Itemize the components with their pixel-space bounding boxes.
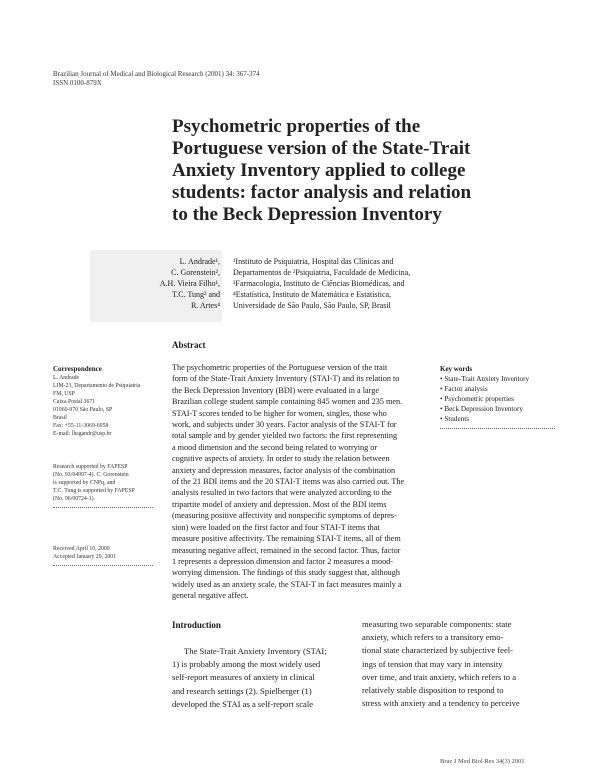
abstract-line: measuring negative affect, remained in the second factor. Thus, factor bbox=[172, 545, 401, 555]
abstract-line: tripartite model of anxiety and depression. Most of the BDI items bbox=[172, 499, 387, 509]
introduction-right-column bbox=[362, 618, 548, 710]
abstract-body bbox=[172, 362, 428, 602]
correspondence-line: L. Andrade bbox=[53, 375, 80, 381]
funding-block bbox=[53, 463, 163, 508]
abstract-line: worrying dimension. The findings of this study suggest that, although bbox=[172, 568, 400, 578]
funding-line: is supported by CNPq, and bbox=[53, 480, 116, 486]
keyword: • Psychometric properties bbox=[440, 395, 514, 403]
intro-line: and research settings (2). Spielberger (1) bbox=[172, 685, 312, 696]
affiliation: ³Farmacologia, Instituto de Ciências Biomédicas, and bbox=[233, 279, 405, 288]
intro-line: stress with anxiety and a tendency to perceive bbox=[362, 698, 520, 709]
abstract-line: cognitive aspects of anxiety. In order to study the relation between bbox=[172, 454, 390, 464]
affiliation: Universidade de São Paulo, São Paulo, SP, Brasil bbox=[233, 301, 391, 310]
abstract-line: The psychometric properties of the Portuguese version of the trait bbox=[172, 363, 388, 372]
correspondence-line: Caixa Postal 3671 bbox=[53, 399, 96, 405]
title-line: Anxiety Inventory applied to college bbox=[172, 160, 466, 181]
intro-line: over time, and trait anxiety, which refers to a bbox=[362, 671, 517, 682]
intro-line: 1) is probably among the most widely used bbox=[172, 659, 321, 670]
keyword: • Beck Depression Inventory bbox=[440, 405, 523, 413]
abstract-line: the Beck Depression Inventory (BDI) were evaluated in a large bbox=[172, 385, 379, 395]
page-footer: Braz J Med Biol Res 34(3) 2001 bbox=[440, 758, 525, 765]
keyword: • Students bbox=[440, 415, 470, 423]
correspondence-line: LIM-23, Departamento de Psiquiatria bbox=[53, 383, 141, 389]
affiliation: ¹Instituto de Psiquiatria, Hospital das Clínicas and bbox=[233, 257, 394, 266]
funding-line: (No. 96/00724-1). bbox=[53, 496, 96, 502]
divider bbox=[53, 507, 153, 508]
keywords-block bbox=[440, 364, 560, 429]
intro-line: tional state characterized by subjective feel- bbox=[362, 645, 514, 656]
abstract-line: (measuring positive affectivity and nonspecific symptoms of depres- bbox=[172, 511, 397, 521]
journal-issn: ISSN 0100-879X bbox=[53, 79, 102, 87]
abstract-line: total sample and by gender yielded two factors: the first representing bbox=[172, 431, 398, 441]
intro-line: ings of tension that may vary in intensity bbox=[362, 658, 503, 669]
abstract-line: form of the State-Trait Anxiety Inventory (STAI-T) and its relation to bbox=[172, 374, 400, 384]
correspondence-email: E-mail: lhsgandr@usp.br bbox=[53, 431, 112, 437]
abstract-heading: Abstract bbox=[172, 340, 206, 350]
intro-line: anxiety, which refers to a transitory emo- bbox=[362, 632, 504, 643]
correspondence-line: Fax: +55-11-3069-6958 bbox=[53, 423, 109, 429]
abstract-line: of the 21 BDI items and the 20 STAI-T items was also carried out. The bbox=[172, 477, 405, 487]
abstract-line: STAI-T scores tended to be higher for women, singles, those who bbox=[172, 408, 387, 418]
abstract-line: general negative affect. bbox=[172, 591, 249, 601]
abstract-line: 1 represents a depression dimension and factor 2 measures a mood- bbox=[172, 556, 393, 566]
intro-line: self-report measures of anxiety in clinical bbox=[172, 672, 315, 683]
abstract-line: work, and subjects under 30 years. Factor analysis of the STAI-T for bbox=[172, 420, 397, 430]
abstract-line: analysis resulted in two factors that were analyzed according to the bbox=[172, 488, 392, 498]
funding-line: (No. 93/04997-4). C. Gorenstein bbox=[53, 472, 129, 478]
affiliation-list bbox=[233, 256, 443, 311]
funding-line: Research supported by FAPESP bbox=[53, 464, 128, 470]
journal-citation: Brazilian Journal of Medical and Biological Research (2001) 34: 367-374 bbox=[53, 70, 260, 78]
title-line: Psychometric properties of the bbox=[172, 116, 421, 137]
intro-line: developed the STAI as a self-report scale bbox=[172, 698, 314, 709]
abstract-line: Brazilian college student sample containing 845 women and 235 men. bbox=[172, 397, 403, 407]
abstract-line: a mood dimension and the second being related to worrying or bbox=[172, 442, 378, 452]
introduction-heading: Introduction bbox=[172, 620, 221, 630]
author: T.C. Tung² and bbox=[171, 290, 220, 299]
correspondence-block bbox=[53, 365, 163, 438]
correspondence-line: Brasil bbox=[53, 415, 67, 421]
author-list bbox=[90, 256, 220, 311]
divider bbox=[53, 565, 153, 566]
title-line: to the Beck Depression Inventory bbox=[172, 204, 442, 225]
intro-line: measuring two separable components: state bbox=[362, 619, 512, 629]
correspondence-line: 01060-970 São Paulo, SP bbox=[53, 407, 113, 413]
divider bbox=[440, 428, 555, 429]
correspondence-line: FM, USP bbox=[53, 391, 75, 397]
author: C. Gorenstein², bbox=[171, 268, 220, 277]
intro-line: The State-Trait Anxiety Inventory (STAI; bbox=[184, 646, 327, 656]
author: R. Artes⁴ bbox=[190, 301, 220, 310]
affiliation: ⁴Estatística, Instituto de Matemática e Estatística, bbox=[233, 290, 392, 299]
journal-header bbox=[53, 70, 260, 88]
author: A.H. Vieira Filho¹, bbox=[159, 279, 220, 288]
title-line: Portuguese version of the State-Trait bbox=[172, 138, 471, 159]
correspondence-heading: Correspondence bbox=[53, 365, 102, 373]
keywords-heading: Key words bbox=[440, 365, 473, 373]
received-date: Received April 10, 2000 bbox=[53, 546, 110, 552]
abstract-line: widely used as an anxiety scale, the STAI-T in fact measures mainly a bbox=[172, 579, 402, 589]
keyword: • Factor analysis bbox=[440, 385, 488, 393]
dates-block bbox=[53, 545, 163, 566]
abstract-line: measure positive affectivity. The remaining STAI-T items, all of them bbox=[172, 534, 401, 544]
abstract-line: sion) were loaded on the first factor and four STAI-T items that bbox=[172, 522, 380, 532]
author: L. Andrade¹, bbox=[179, 257, 220, 266]
funding-line: T.C. Tung is supported by FAPESP bbox=[53, 488, 135, 494]
abstract-line: anxiety and depression measures, factor analysis of the combination bbox=[172, 465, 396, 475]
intro-line: relatively stable disposition to respond to bbox=[362, 685, 504, 696]
keyword: • State-Trait Anxiety Inventory bbox=[440, 375, 530, 383]
affiliation: Departamentos de ²Psiquiatria, Faculdade de Medicina, bbox=[233, 268, 411, 277]
paper-title bbox=[172, 116, 532, 226]
accepted-date: Accepted January 29, 2001 bbox=[53, 554, 117, 560]
introduction-left-column bbox=[172, 645, 350, 711]
title-line: students: factor analysis and relation bbox=[172, 182, 472, 203]
